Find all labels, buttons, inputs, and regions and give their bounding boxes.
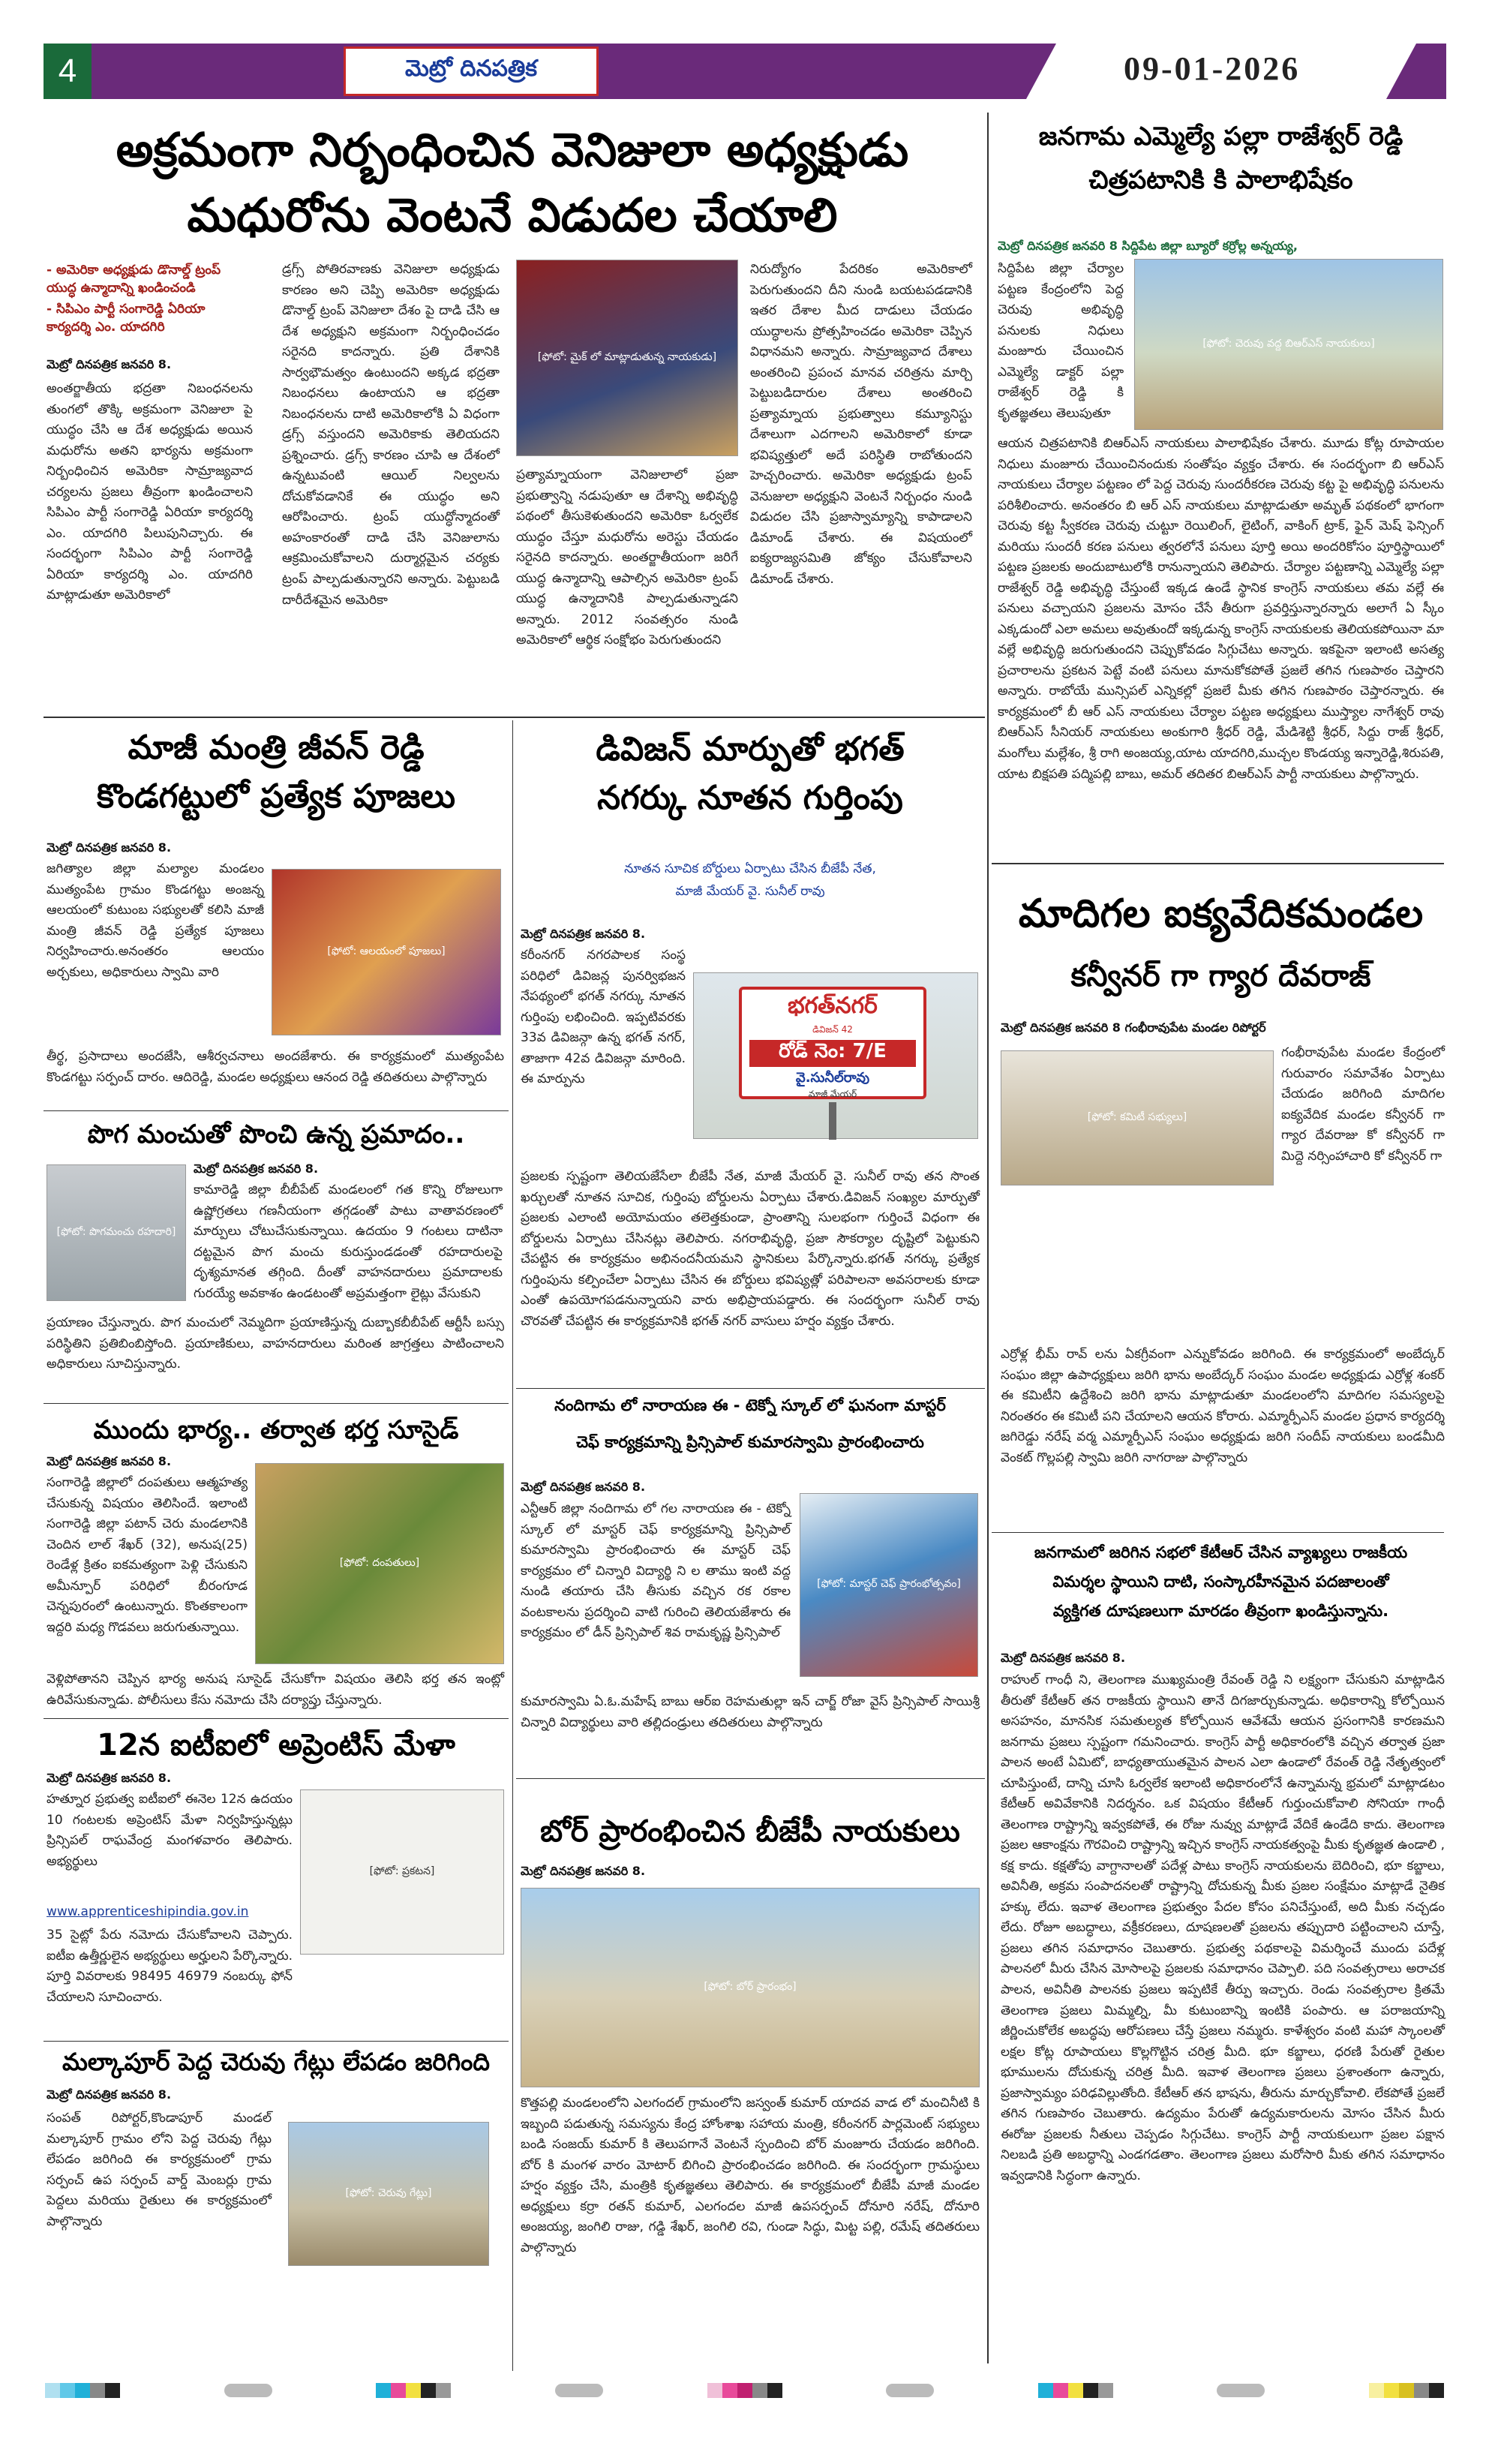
newspaper-logo: మెట్రో దినపత్రిక bbox=[344, 47, 599, 96]
fog-body: ప్రయాణం చేస్తున్నారు. పొగ మంచులో నెమ్మదిగా ప్రయాణిస్తున్న దుబ్బాకబీబీపేట్ ఆర్టీసీ బస్సు పరిస్థితిని ప్రతిబింబిస్తోంది. ప్రయాణికులు, వాహనదారులు మరింత జాగ్రత్తలు పాటించాలని అధికారులు సూచిస్తున్నారు. bbox=[47, 1315, 509, 1372]
fog-photo bbox=[47, 1164, 186, 1301]
lead-headline bbox=[44, 120, 981, 245]
lead-headline-line2: మధురోను వెంటనే విడుదల చేయాలి bbox=[187, 187, 838, 242]
page-number: 4 bbox=[44, 44, 92, 99]
iti-headline: 12న ఐటీఐలో అప్రెంటిస్ మేళా bbox=[97, 1728, 455, 1762]
lead-photo bbox=[516, 260, 738, 456]
iti-intro: హత్నూర ప్రభుత్వ ఐటీఐలో ఈనెల 12న ఉదయం 10 గంటలకు అప్రెంటిస్ మేళా నిర్వహిస్తున్నట్లు ప్రిన్సిపల్ రాఘవేంద్ర మంగళవారం తెలిపారు. అభ్యర్థులు bbox=[47, 1792, 297, 1869]
suicide-photo-caption: [ఫోటో: దంపతులు] bbox=[339, 1556, 420, 1569]
bhagat-body: ప్రజలకు స్పష్టంగా తెలియజేసేలా బీజేపీ నేత, మాజీ మేయర్ వై. సునీల్ రావు తన సొంత ఖర్చులతో నూతన సూచిక, గుర్తింపు బోర్డులను ఏర్పాటు చేశారు.డివిజన్ సంఖ్యల మార్పుతో ప్రజలకు ఎలాంటి అయోమయం తలెత్తకుండా, ప్రాంతాన్ని సులభంగా గుర్తించే విధంగా ఈ బోర్డులను ఏర్పాటు చేసినట్లు తెలిపారు. నగరాభివృద్ధి, ప్రజా సౌకర్యాల దృష్టిలో పెట్టుకుని చేపట్టిన ఈ కార్యక్రమం అభినందనీయమని స్థానికులు పేర్కొన్నారు.భగత్ నగర్కు ప్రత్యేక గుర్తింపును కల్పించేలా ఏర్పాటు చేసిన ఈ బోర్డులు భవిష్యత్లో పరిపాలనా అవసరాలకు కూడా ఎంతో ఉపయోగపడనున్నాయని వారు అభిప్రాయపడ్డారు. ఈ సందర్భంగా సునీల్ రావు చొరవతో చేపట్టిన ఈ కార్యక్రమానికి భగత్ నగర్ వాసులు హర్షం వ్యక్తం చేశారు. bbox=[521, 1169, 984, 1329]
masthead-bar bbox=[44, 44, 1446, 99]
fog-dateline: మెట్రో దినపత్రిక జనవరి 8. bbox=[194, 1161, 319, 1176]
madiga-headline-line1: మాదిగల ఐక్యవేదికమండల bbox=[1018, 891, 1424, 936]
bore-photo-caption: [ఫోటో: బోర్ ప్రారంభం] bbox=[704, 1980, 797, 1993]
fog-headline: పొగ మంచుతో పొంచి ఉన్న ప్రమాదం.. bbox=[87, 1119, 465, 1149]
section-rule bbox=[992, 863, 1444, 864]
lead-col1: అంతర్జాతీయ భద్రతా నిబంధనలను తుంగలో తొక్కి అక్రమంగా వెనిజులా పై యుద్ధం చేసి ఆ దేశ అధ్యక్షుడు అయిన మధురోను అతని భార్యను అక్రమంగా నిర్బంధించిన అమెరికా సామ్రాజ్యవాద చర్యలను ప్రజలు తీవ్రంగా ఖండించాలని సిపిఎం పార్టీ సంగారెడ్డి ఏరియా కార్యదర్శి ఎం. యాదగిరి పిలుపునిచ్చారు. ఈ సందర్భంగా సిపిఎం పార్టీ సంగారెడ్డి ఏరియా కార్యదర్శి ఎం. యాదగిరి మాట్లాడుతూ అమెరికాలో bbox=[47, 381, 257, 603]
fog-photo-caption: [ఫోటో: పొగమంచు రహదారి] bbox=[56, 1225, 176, 1238]
section-rule bbox=[44, 1110, 509, 1111]
pallaraj-photo bbox=[1134, 259, 1443, 430]
registration-pill bbox=[1217, 2384, 1265, 2397]
pallaraj-headline bbox=[998, 120, 1444, 197]
color-bar bbox=[376, 2383, 451, 2398]
madiga-photo bbox=[1001, 1050, 1274, 1185]
malkapur-body: సంపత్ రిపోర్టర్,కొండాపూర్ మండల్ మల్కాపూర్ గ్రామం లోని పెద్ద చెరువు గేట్లు లేపడం జరిగింది ఈ కార్యక్రమంలో గ్రామ సర్పంచ్ ఉప సర్పంచ్ వార్డ్ మెంబర్లు గ్రామ పెద్దలు మరియు రైతులు ఈ కార్యక్రమంలో పాల్గొన్నారు bbox=[47, 2111, 276, 2229]
iti-photo-caption: [ఫోటో: ప్రకటన] bbox=[369, 1865, 435, 1877]
suicide-body: వెళ్లిపోతానని చెప్పిన భార్య అనుష సూసైడ్ చేసుకోగా విషయం తెలిసి భర్త తన ఇంట్లో ఉరివేసుకున్నాడు. పోలీసులు కేసు నమోదు చేసి దర్యాప్తు చేస్తున్నారు. bbox=[47, 1672, 509, 1708]
jeevan-body: తీర్థ, ప్రసాదాలు అందజేసి, ఆశీర్వచనాలు అందజేశారు. ఈ కార్యక్రమంలో ముత్యంపేట కొండగట్టు సర్పంచ్ దారం. ఆదిరెడ్డి, మండల అధ్యక్షులు ఆనంద రెడ్డి తదితరులు పాల్గొన్నారు bbox=[47, 1049, 509, 1085]
sign-sponsor: వై.సునీల్‌రావు bbox=[795, 1070, 870, 1086]
pallaraj-photo-caption: [ఫోటో: చెరువు వద్ద బిఆర్ఎస్ నాయకులు] bbox=[1202, 337, 1375, 350]
edition-date: 09-01-2026 bbox=[1124, 50, 1301, 87]
malkapur-photo-caption: [ఫోటో: చెరువు గేట్లు] bbox=[345, 2186, 432, 2199]
color-bar bbox=[1038, 2383, 1113, 2398]
narayana-headline-line1: నందిగామ లో నారాయణ ఈ - టెక్నో స్కూల్ లో ఘనంగా మాస్టర్ bbox=[554, 1396, 946, 1414]
registration-pill bbox=[886, 2384, 934, 2397]
bhagat-sign-photo bbox=[693, 972, 978, 1139]
pallaraj-body: ఆయన చిత్రపటానికి బిఆర్ఎస్ నాయకులు పాలాభిషేకం చేశారు. మూడు కోట్ల రూపాయల నిధులు మంజూరు చేయించినందుకు సంతోషం వ్యక్తం చేశారు. ఈ సందర్భంగా బి ఆర్ఎస్ నాయకులు చేర్యాల పట్టణం లో పెద్ద చెరువు సుందరీకరణ చెరువు కట్ట పై అభివృద్ధి పనులను పరిశీలించారు. అనంతరం బి ఆర్ ఎస్ నాయకులు మాట్లాడుతూ అమృత్ పథకంలో భాగంగా చెరువు కట్ట స్వీకరణ చెరువు చుట్టూ రెయిలింగ్, లైటింగ్, వాకింగ్ ట్రాక్, ఫైన్ మెష్ ఫెన్సింగ్ మరియు సుందరీ కరణ పనులు త్వరలోనే పనులు పూర్తి అయి అందరికోసం పూర్తిస్థాయిలో పట్టణ ప్రజలకు అందుబాటులోకి రానున్నాయని తెలిపారు. చేర్యాల పట్టణాన్ని ఎమ్మెల్యే పల్లా రాజేశ్వర్ రెడ్డి అభివృద్ధి చేస్తుంటే ఇక్కడ ఉండే స్థానిక కాంగ్రెస్ నాయకులు తమ వల్లే ఈ పనులు వచ్చాయని ప్రజలను మోసం చేసే తీరుగా ప్రవర్తిస్తున్నారన్నారు అలాగే ఏ స్కీం ఎక్కడుందో ఎలా అమలు అవుతుందో ఇక్కడున్న కాంగ్రెస్ నాయకులకు తెలియకపోయినా మా వల్లే అభివృద్ధి జరుగుతుందని చెప్పుకోవడం సిగ్గుచేటు అన్నారు. ఇకపైనా ఇలాంటి అసత్య ప్రచారాలను ప్రకటన పెట్టే వంటి పనులు మానుకోకపోతే ప్రజలే తగిన గుణపాఠం చెప్తారని అన్నారు. రాబోయే మున్సిపల్ ఎన్నికల్లో ప్రజలే మీకు తగిన గుణపాఠం చెప్తారన్నారు. ఈ కార్యక్రమంలో బీ ఆర్ ఎస్ నాయకులు చేర్యాల పట్టణ అధ్యక్షులు ముస్త్యాల నాగేశ్వర్ రావు బిఆర్ఎస్ సీనియర్ నాయకులు అంకుగారి శ్రీధర్ రెడ్డి, మేడిశెట్టి శ్రీధర్, సిద్దు రాజ్ శ్రీధర్, మంగోలు మల్లేశం, శ్రీ రాగి అంజయ్య,యాట యాదగిరి,ముచ్చల కొండయ్య ఇన్నారెడ్డి,శిరుపతి, యాట బిక్షపతి పద్మిపల్లి బాబు, అమర్ తదితర బిఆర్ఎస్ పార్టీ నాయకులు పాల్గొన్నారు. bbox=[998, 436, 1448, 782]
color-bar bbox=[1369, 2383, 1444, 2398]
madiga-intro: గంభీరావుపేట మండల కేంద్రంలో గురువారం సమావేశం ఏర్పాటు చేయడం జరిగింది మాదిగల ఐక్యవేదిక మండల కన్వీనర్ గా గ్యార దేవరాజు కో కన్వీనర్ గా మిద్దె నర్సింహాచారి కో కన్వీనర్ గా bbox=[1281, 1045, 1449, 1164]
narayana-photo bbox=[800, 1493, 978, 1677]
malkapur-photo bbox=[288, 2122, 489, 2266]
section-rule bbox=[44, 2041, 509, 2042]
narayana-body: కుమారస్వామి ఏ.ఓ.మహేష్ బాబు ఆర్ఐ రెహమతుల్లా ఇన్ చార్జ్ రోజా వైస్ ప్రిన్సిపాల్ సాయిశ్రీ చిన్నారి విద్యార్థులు వారి తల్లిదండ్రులు తదితరులు పాల్గొన్నారు bbox=[521, 1694, 984, 1730]
pallaraj-dateline: మెట్రో దినపత్రిక జనవరి 8 సిద్దిపేట జిల్లా బ్యూరో కర్రోల్ల అన్నయ్య, bbox=[998, 239, 1298, 253]
color-bar bbox=[45, 2383, 120, 2398]
ktr-headline-line3: వ్యక్తిగత దూషణలుగా మారడం తీవ్రంగా ఖండిస్తున్నాను. bbox=[1052, 1601, 1389, 1620]
bhagat-headline-line2: నగర్కు నూతన గుర్తింపు bbox=[597, 779, 903, 818]
sign-road-number: రోడ్ నెం: 7/E bbox=[749, 1040, 916, 1067]
madiga-dateline: మెట్రో దినపత్రిక జనవరి 8 గంభీరావుపేట మండల రిపోర్టర్ bbox=[1001, 1020, 1266, 1035]
ktr-body: రాహుల్ గాంధీ ని, తెలంగాణ ముఖ్యమంత్రి రేవంత్ రెడ్డి ని లక్ష్యంగా చేసుకుని మాట్లాడిన తీరుతో కేటీఆర్ తన రాజకీయ స్థాయిని తానే దిగజార్చుకున్నాడు. అధికారాన్ని కోల్పోయిన అసహనం, మానసిక సమతుల్యత కోల్పోయిన ఆవేశమే ఆయన ప్రసంగానికి కారణమని జనగామ ప్రజలు స్పష్టంగా గమనించారు. కాంగ్రెస్ పార్టీ అధికారంలోకి వచ్చిన తర్వాత ప్రజా పాలన అంటే ఏమిటో, బాధ్యతాయుతమైన పాలన ఎలా ఉండాలో రేవంత్ రెడ్డి నేతృత్వంలో చూపిస్తుంటే, దాన్ని చూసి ఓర్వలేక ఇలాంటి అధికారంలోనే ఉన్నామన్న భ్రమలో మాట్లాడటం కేటీఆర్ అవివేకానికి నిదర్శనం. ఒక విషయం కేటీఆర్ గుర్తుంచుకోవాలి సోనియా గాంధీ తెలంగాణ రాష్ట్రాన్ని ఇవ్వకపోతే, ఈ రోజు నువ్వు మాట్లాడే వేదికే ఉండేది కాదు. తెలంగాణ ప్రజల ఆకాంక్షను గౌరవించి రాష్ట్రాన్ని ఇచ్చిన కాంగ్రెస్ నాయకత్వంపై మీకు కృతజ్ఞత ఉండాలి , కక్ష కాదు. కక్షతోపు వాగ్దానాలతో పదేళ్ల పాటు కాంగ్రెస్ నాయకులను బెదిరించి, భూ కబ్జాలు, అవినీతి, అక్రమ సంపాదనలతో రాష్ట్రాన్ని దోచుకున్న మీకు ప్రజల సంక్షేమం మాట్లాడే నైతిక హక్కు లేదు. ఇవాళ తెలంగాణ ప్రభుత్వం పేదల కోసం పనిచేస్తుంటే, అది మీకు నచ్చడం లేదు. రోజూ అబద్ధాలు, వక్రీకరణలు, దూషణలతో ప్రజలను తప్పుదారి పట్టించాలని చూస్తే, ప్రజలు తగిన సమాధానం చెబుతారు. ప్రభుత్వ పథకాలపై విమర్శించే ముందు పదేళ్ల పాలనలో మీరు చేసిన మోసాలపై ప్రజలకు సమాధానం చెప్పాలి. పది సంవత్సరాలు అరాచక పాలన, అవినీతి పాలనకు ప్రజలు ఇప్పటికే తీర్పు ఇచ్చారు. రెండు సంవత్సరాల క్రితమే తెలంగాణ ప్రజలు మిమ్మల్ని, మీ కుటుంబాన్ని ఇంటికి పంపారు. ఆ పరాజయాన్ని జీర్ణించుకోలేక అబద్ధపు ఆరోపణలు చేస్తే ప్రజలు నమ్మరు. కాళేశ్వరం వంటి మహా స్కాంలతో లక్షల కోట్ల రూపాయలు కొల్లగొట్టిన చరిత్ర మీది. భూ కబ్జాలు, ధరణి పేరుతో రైతుల భూములను దోచుకున్న చరిత్ర మీది. ఇవాళ తెలంగాణ ప్రజలు ప్రశాంతంగా ఉన్నారు, ప్రజాస్వామ్యం పరిఢవిల్లుతోంది. కేటీఆర్ తన భాషను, తీరును మార్చుకోవాలి. లేకపోతే ప్రజలే తగిన గుణపాఠం చెబుతారు. ఉద్యమం పేరుతో ఉద్యమకారులను మోసం చేసిన మీరు ఈరోజు ప్రజలకు నీతులు చెప్పడం సిగ్గుచేటు. కాంగ్రెస్ పార్టీ నాయకులుగా ప్రజల పక్షాన నిలబడి ప్రతి అబద్ధాన్ని ఎండగడతాం. తెలంగాణ ప్రజలు మరోసారి మీకు తగిన సమాధానం ఇవ్వడానికి సిద్ధంగా ఉన్నారు. bbox=[1001, 1672, 1449, 2183]
ktr-headline-line1: జనగామలో జరిగిన సభలో కేటీఆర్ చేసిన వ్యాఖ్యలు రాజకీయ bbox=[1034, 1543, 1408, 1561]
ktr-headline-line2: విమర్శల స్థాయిని దాటి, సంస్కారహీనమైన పదజాలంతో bbox=[1052, 1572, 1389, 1591]
print-registration-marks bbox=[45, 2381, 1444, 2399]
narayana-dateline: మెట్రో దినపత్రిక జనవరి 8. bbox=[521, 1480, 646, 1494]
bhagat-headline bbox=[518, 728, 983, 819]
sign-division: డివిజన్ 42 bbox=[812, 1024, 853, 1035]
suicide-headline: ముందు భార్య.. తర్వాత భర్త సూసైడ్ bbox=[93, 1415, 459, 1445]
lead-col3: ప్రత్యామ్నాయంగా వెనిజులాలో ప్రజా ప్రభుత్వాన్ని నడుపుతూ ఆ దేశాన్ని అభివృద్ధి పథంలో తీసుకెళుతుందని అమెరికా ఓర్వలేక యుద్ధం చేస్తూ మధురోను అరెస్టు చేయడం సరైనది కాదన్నారు. అంతర్జాతీయంగా జరిగే యుద్ధ ఉన్మాదాన్ని ఆపాల్సిన అమెరికా ట్రంప్ యుద్ధ ఉన్మాదానికి పాల్పడుతున్నాడని అన్నారు. 2012 సంవత్సరం నుండి అమెరికాలో ఆర్థిక సంక్షోభం పెరుగుతుందని bbox=[516, 467, 743, 648]
madiga-headline-line2: కన్వీనర్ గా గ్యార దేవరాజ్ bbox=[1070, 959, 1371, 993]
jeevan-intro: జగిత్యాల జిల్లా మల్యాల మండలం ముత్యంపేట గ్రామం కొండగట్టు అంజన్న ఆలయంలో కుటుంబ సభ్యులతో కలిసి మాజీ మంత్రి జీవన్ రెడ్డి ప్రత్యేక పూజలు నిర్వహించారు.అనంతరం ఆలయం అర్చకులు, అధికారులు స్వామి వారి bbox=[47, 861, 269, 980]
bore-dateline: మెట్రో దినపత్రిక జనవరి 8. bbox=[521, 1864, 646, 1878]
lead-headline-line1: అక్రమంగా నిర్బంధించిన వెనిజులా అధ్యక్షుడు bbox=[116, 122, 909, 177]
lead-dateline: మెట్రో దినపత్రిక జనవరి 8. bbox=[47, 357, 172, 371]
section-rule bbox=[992, 1532, 1444, 1533]
madiga-body: ఎర్రోళ్ల భీమ్ రావ్ లను ఏకగ్రీవంగా ఎన్నుకోవడం జరిగింది. ఈ కార్యక్రమంలో అంబేద్కర్ సంఘం జిల్లా ఉపాధ్యక్షులు జరిగి భాను అంబేద్కర్ సంఘం మండల అధ్యక్షుడు ఎర్రోళ్ల శంకర్ ఈ కమిటీని ఉద్దేశించి జరిగి భాను మాట్లాడుతూ మండలంలోని మాదిగల సమస్యలపై నిరంతరం ఈ కమిటీ పని చేయాలని ఆయన కోరారు. ఎమ్మార్పీఎస్ మండల ప్రధాన కార్యదర్శి జగిరెడ్డు నరేష్ వర్మ ఎమ్మార్పీఎస్ సంఘం అధ్యక్షుడు జరిగి సందీప్ నాయకులు బండమీది వెంకట్ గొల్లపల్లి స్వామి జరిగి నాగరాజు పాల్గొన్నారు bbox=[1001, 1347, 1449, 1465]
section-rule bbox=[516, 1778, 985, 1779]
section-rule bbox=[44, 1403, 509, 1404]
pallaraj-intro: సిద్దిపేట జిల్లా చేర్యాల పట్టణ కేంద్రంలోని పెద్ద చెరువు అభివృద్ధి పనులకు నిధులు మంజూరు చేయించిన ఎమ్మెల్యే డాక్టర్ పల్లా రాజేశ్వర్ రెడ్డి కి కృతజ్ఞతలు తెలుపుతూ bbox=[998, 261, 1128, 421]
lead-subheads bbox=[47, 263, 253, 338]
section-rule bbox=[44, 1718, 509, 1719]
bore-photo bbox=[521, 1888, 980, 2087]
ktr-dateline: మెట్రో దినపత్రిక జనవరి 8. bbox=[1001, 1651, 1126, 1665]
iti-photo bbox=[300, 1789, 504, 1955]
suicide-intro: సంగారెడ్డి జిల్లాలో దంపతులు ఆత్మహత్య చేసుకున్న విషయం తెలిసిందే. ఇలాంటి సంగారెడ్డి జిల్లా పటాన్ చెరు మండలానికి చెందిన లాల్ శేఖర్ (32), అనుష(25) రెండేళ్ల క్రితం ఐకమత్యంగా పెళ్లి చేసుకుని అమీన్పూర్ పరిధిలో బీరంగూడ చెన్నపురంలో ఉంటున్నారు. కొంతకాలంగా ఇద్దరి మధ్య గొడవలు జరుగుతున్నాయి. bbox=[47, 1475, 252, 1635]
bhagat-subheads bbox=[518, 861, 983, 902]
jeevan-headline bbox=[44, 726, 509, 818]
narayana-headline bbox=[518, 1396, 983, 1453]
bhagat-sub2: మాజీ మేయర్ వై. సునీల్ రావు bbox=[675, 884, 825, 899]
lead-col4: నిరుద్యోగం పేదరికం అమెరికాలో పెరుగుతుందని దీని నుండి బయటపడడానికి ఇతర దేశాల మీద దాడులు చేయడం యుద్ధాలను ప్రోత్సహించడం అమెరికా చెప్పిన విధానమని అన్నారు. సామ్రాజ్యవాద దేశాలు అంతరించి ప్రపంచ మానవ చరిత్రను మార్చి పెట్టుబడిదారుల దేశాలు అంతరించి ప్రత్యామ్నాయ ప్రభుత్వాలు కమ్యూనిస్టు దేశాలుగా ఎదగాలని అమెరికాలో కూడా భవిష్యత్తులో అదే పరిస్థితి రాబోతుందని హెచ్చరించారు. అమెరికా అధ్యక్షుడు ట్రంప్ వెనుజులా అధ్యక్షుని వెంటనే నిర్బంధం నుండి విడుదల చేసి ప్రజాస్వామ్యాన్ని కాపాడాలని డిమాండ్ చేశారు. ఈ విషయంలో ఐక్యరాజ్యసమితి జోక్యం చేసుకోవాలని డిమాండ్ చేశారు. bbox=[750, 262, 977, 587]
lead-sub2: - సిపిఎం పార్టీ సంగారెడ్డి ఏరియా కార్యదర్శి ఎం. యాదగిరి bbox=[47, 302, 206, 335]
bhagat-sub1: నూతన సూచిక బోర్డులు ఏర్పాటు చేసిన బీజేపీ నేత, bbox=[624, 861, 876, 876]
bhagat-intro: కరీంనగర్ నగరపాలక సంస్థ పరిధిలో డివిజన్ల పునర్విభజన నేపథ్యంలో భగత్ నగర్కు నూతన గుర్తింపు లభించింది. ఇప్పటివరకు 33వ డివిజన్గా ఉన్న భగత్ నగర్, తాజాగా 42వ డివిజన్గా మారింది. ఈ మార్పును bbox=[521, 948, 690, 1087]
sign-title: భగత్‌నగర్ bbox=[788, 993, 878, 1019]
iti-body: 35 సైట్లో పేరు నమోదు చేసుకోవాలని చెప్పారు. ఐటీఐ ఉత్తీర్ణులైన అభ్యర్థులు అర్హులని పేర్కొన్నారు. పూర్తి వివరాలకు 98495 46979 నంబర్కు ఫోన్ చేయాలని సూచించారు. bbox=[47, 1928, 297, 2005]
jeevan-dateline: మెట్రో దినపత్రిక జనవరి 8. bbox=[47, 840, 172, 855]
bhagat-dateline: మెట్రో దినపత్రిక జనవరి 8. bbox=[521, 927, 646, 941]
road-sign-board bbox=[739, 987, 926, 1099]
bore-headline: బోర్ ప్రారంభించిన బీజేపీ నాయకులు bbox=[540, 1814, 960, 1849]
jeevan-photo-caption: [ఫోటో: ఆలయంలో పూజలు] bbox=[327, 945, 446, 957]
ktr-headline bbox=[998, 1538, 1444, 1626]
color-bar bbox=[707, 2383, 782, 2398]
registration-pill bbox=[224, 2384, 272, 2397]
fog-intro: కామారెడ్డి జిల్లా బీబీపేట్ మండలంలో గత కొన్ని రోజులుగా ఉష్ణోగ్రతలు గణనీయంగా తగ్గడంతో పాటు వాతావరణంలో మార్పులు చోటుచేసుకున్నాయి. ఉదయం 9 గంటలు దాటినా దట్టమైన పొగ మంచు కురుస్తుండడంతో రహదారులపై దృశ్యమానత తగ్గింది. దీంతో వాహనదారులు ప్రమాదాలకు గురయ్యే అవకాశం ఉండటంతో అప్రమత్తంగా లైట్లు వేసుకుని bbox=[194, 1182, 507, 1301]
pallaraj-headline-line1: జనగామ ఎమ్మెల్యే పల్లా రాజేశ్వర్ రెడ్డి bbox=[1038, 122, 1403, 152]
section-rule bbox=[516, 1388, 985, 1389]
section-rule bbox=[44, 717, 985, 718]
malkapur-headline: మల్కాపూర్ పెద్ద చెరువు గేట్లు లేపడం జరిగింది bbox=[62, 2048, 490, 2076]
column-divider bbox=[512, 720, 513, 2371]
suicide-dateline: మెట్రో దినపత్రిక జనవరి 8. bbox=[47, 1454, 172, 1468]
suicide-photo bbox=[255, 1463, 504, 1664]
malkapur-dateline: మెట్రో దినపత్రిక జనవరి 8. bbox=[47, 2087, 172, 2102]
jeevan-headline-line1: మాజీ మంత్రి జీవన్ రెడ్డి bbox=[128, 729, 425, 767]
lead-sub1: - అమెరికా అధ్యక్షుడు డొనాల్డ్ ట్రంప్ యుద్ధ ఉన్మాదాన్ని ఖండించండి bbox=[47, 263, 221, 296]
bhagat-headline-line1: డివిజన్ మార్పుతో భగత్ bbox=[596, 730, 905, 768]
jeevan-headline-line2: కొండగట్టులో ప్రత్యేక పూజలు bbox=[97, 777, 455, 816]
registration-pill bbox=[555, 2384, 603, 2397]
narayana-headline-line2: చెఫ్ కార్యక్రమాన్ని ప్రిన్సిపాల్ కుమారస్వామి ప్రారంభించారు bbox=[576, 1433, 924, 1452]
narayana-intro: ఎన్టీఆర్ జిల్లా నందిగామ లో గల నారాయణ ఈ - టెక్నో స్కూల్ లో మాస్టర్ చెఫ్ కార్యక్రమాన్ని ప్రిన్సిపాల్ కుమారస్వామి ప్రారంభించారు ఈ మాస్టర్ చెఫ్ కార్యక్రమం లో చిన్నారి విద్యార్థి ని ల తాము ఇంటి వద్ద నుండి తయారు చేసి తీసుకు వచ్చిన రక రకాల వంటకాలను ప్రదర్శించి వాటి గురించి తెలియజేశారు ఈ కార్యక్రమం లో డీన్ ప్రిన్సిపాల్ శివ రామకృష్ణ ప్రిన్సిపాల్ bbox=[521, 1501, 795, 1641]
column-divider bbox=[987, 113, 989, 2363]
lead-photo-caption: [ఫోటో: మైక్ లో మాట్లాడుతున్న నాయకుడు] bbox=[537, 350, 717, 363]
sign-pole bbox=[829, 1102, 836, 1140]
narayana-photo-caption: [ఫోటో: మాస్టర్ చెఫ్ ప్రారంభోత్సవం] bbox=[817, 1578, 961, 1590]
lead-col2: డ్రగ్స్ పోతిరవాణకు వెనిజులా అధ్యక్షుడు కారణం అని చెప్పి అమెరికా అధ్యక్షుడు డొనాల్డ్ ట్రంప్ వెనిజులా దేశం పై దాడి చేసి ఆ దేశ అధ్యక్షుని అక్రమంగా నిర్బంధించడం సరైనది కాదన్నారు. ప్రతి దేశానికి సార్వభౌమత్వం ఉంటుందని అక్కడ భద్రతా నిబంధనలు ఉంటాయని ఆ భద్రతా నిబంధనలను దాటి అమెరికాలోకి ఏ విధంగా డ్రగ్స్ వస్తుందని అమెరికాకు తెలియదని ప్రశ్నించారు. డ్రగ్స్ కారణం చూపి ఆ దేశంలో ఉన్నటువంటి ఆయిల్ నిల్వలను దోచుకోవడానికే ఈ యుద్ధం అని ఆరోపించారు. ట్రంప్ యుద్ధోన్మాదంతో అహంకారంతో దాడి చేసి వెనిజులాను ఆక్రమించుకోవాలని దుర్మార్గమైన చర్యకు ట్రంప్ పాల్పడుతున్నారని అన్నారు. పెట్టుబడి దారీదేశమైన అమెరికా bbox=[282, 262, 504, 608]
iti-dateline: మెట్రో దినపత్రిక జనవరి 8. bbox=[47, 1771, 172, 1785]
pallaraj-headline-line2: చిత్రపటానికి కి పాలాభిషేకం bbox=[1088, 165, 1353, 196]
jeevan-photo bbox=[272, 869, 501, 1035]
sign-sponsor-title: మాజీ మేయర్ bbox=[808, 1089, 857, 1099]
apprenticeship-link[interactable]: www.apprenticeshipindia.gov.in bbox=[47, 1904, 249, 1919]
madiga-photo-caption: [ఫోటో: కమిటీ సభ్యులు] bbox=[1087, 1110, 1187, 1123]
bore-body: కొత్తపల్లి మండలంలోని ఎలగందల్ గ్రామంలోని జస్వంత్ కుమార్ యాదవ వాడ లో మంచినీటి కి ఇబ్బంది పడుతున్న సమస్యను కేంద్ర హోంశాఖ సహాయ మంత్రి, కరీంనగర్ పార్లమెంట్ సభ్యులు బండి సంజయ్ కుమార్ కి తెలుపగానే వెంటనే స్పందించి బోర్ మంజూరు చేయడం జరిగింది. బోర్ కి మంగళ వారం మోటార్ బిగించి ప్రారంభించడం జరిగింది. ఈ సందర్భంగా గ్రామస్థులు హర్షం వ్యక్తం చేసి, మంత్రికి కృతజ్ఞతలు తెలిపారు. ఈ కార్యక్రమంలో బీజేపీ మాజీ మండల అధ్యక్షులు కర్రా రతన్ కుమార్, ఎలగందల మాజీ ఉపసర్పంచ్ దోనూరి నరేష్, దోనూరి అంజయ్య, జంగిలి రాజు, గడ్డి శేఖర్, జంగిలి రవి, గుండా సిద్ధు, మిట్ట పల్లి, రమేష్ తదితరులు పాల్గొన్నారు bbox=[521, 2096, 984, 2255]
